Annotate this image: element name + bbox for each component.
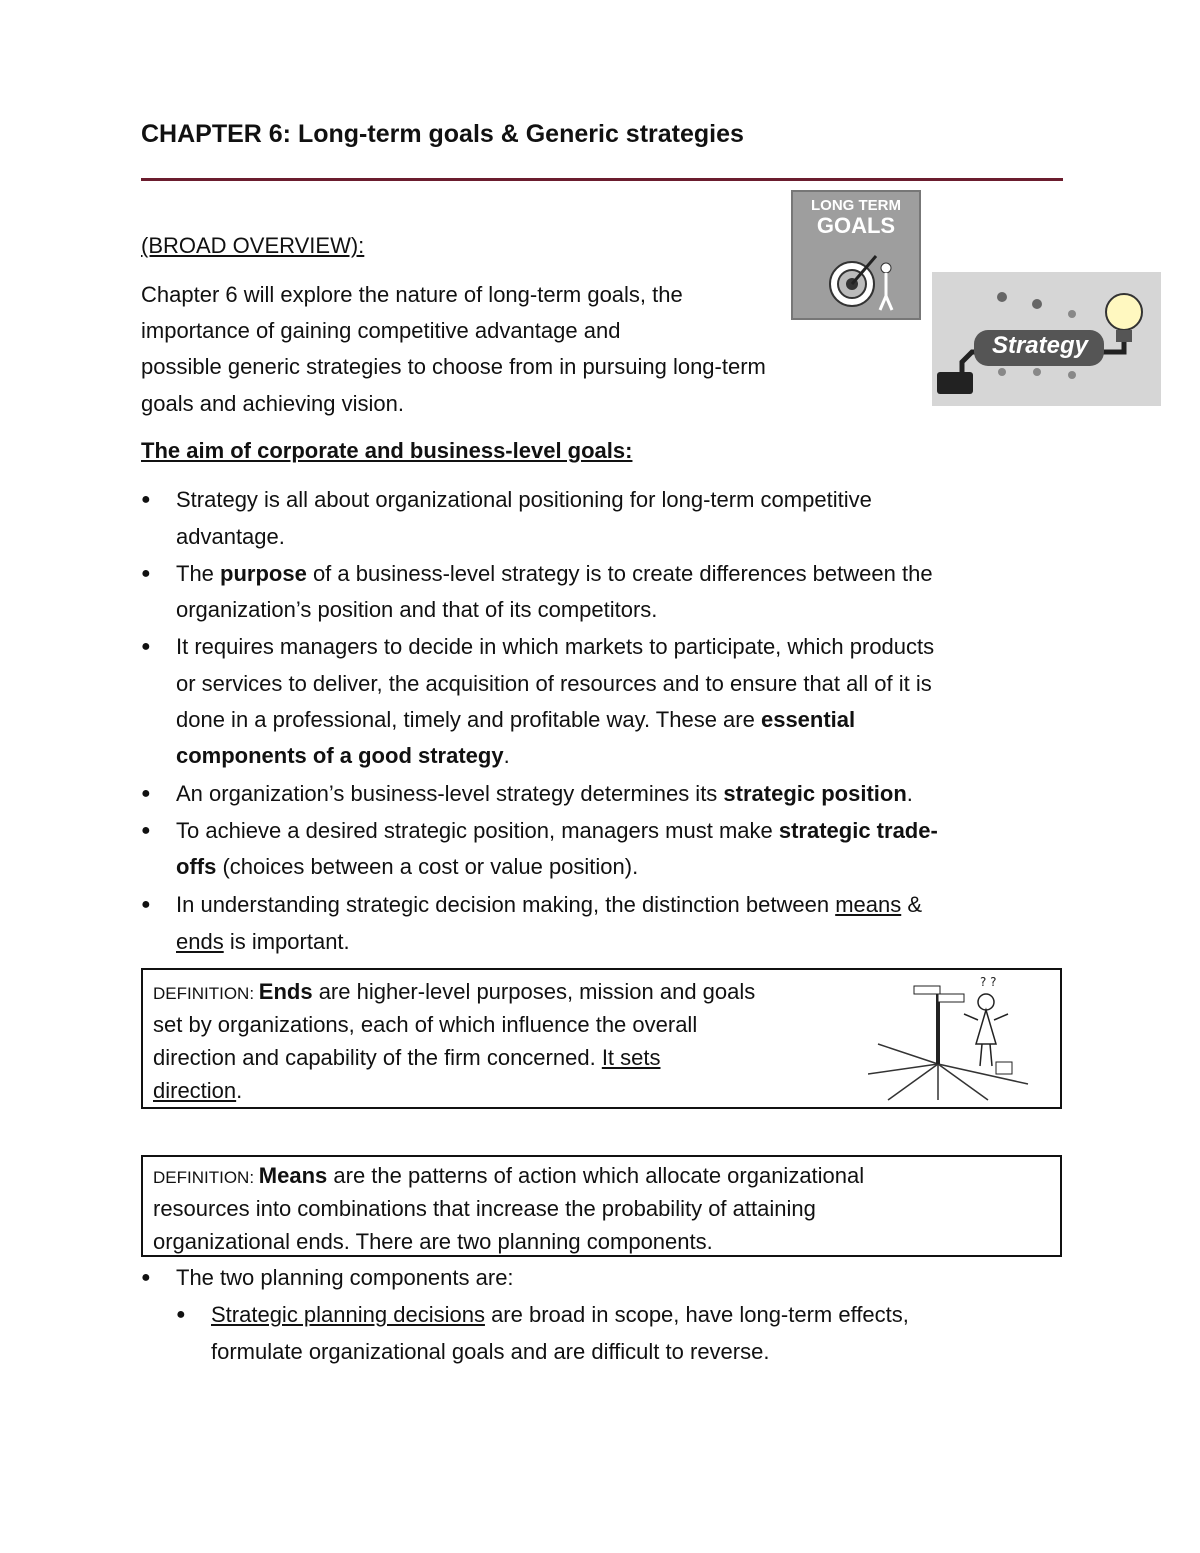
bullet-text: In understanding strategic decision making, the distinction between means & (176, 892, 923, 917)
definition-text: resources into combinations that increase the probability of attaining (153, 1196, 816, 1221)
bullet-text: ends is important. (176, 929, 350, 954)
definition-text: direction. (153, 1078, 243, 1103)
sub-bullet-text: Strategic planning decisions are broad in scope, have long-term effects, (211, 1302, 909, 1327)
long-term-goals-image (791, 190, 921, 320)
goals-image-line1: LONG TERM (811, 197, 901, 214)
overview-line: goals and achieving vision. (141, 391, 404, 416)
definition-box-ends (141, 968, 1062, 1109)
bullet-text: organization’s position and that of its competitors. (176, 597, 658, 622)
bullet-text: The two planning components are: (176, 1265, 514, 1290)
bullet-text: offs (choices between a cost or value position). (176, 854, 639, 879)
bullet-icon: ● (141, 785, 151, 802)
overview-line: importance of gaining competitive advantage and (141, 318, 621, 343)
overview-heading: (BROAD OVERVIEW): (141, 233, 365, 258)
strategy-image-label: Strategy (991, 332, 1089, 359)
bullet-icon: ● (141, 896, 151, 913)
crossroads-person-icon (868, 974, 1058, 1102)
definition-text: DEFINITION: Means are the patterns of action which allocate organizational (153, 1163, 865, 1188)
bullet-text: components of a good strategy. (176, 743, 510, 768)
svg-text:? ?: ? ? (980, 975, 997, 989)
definition-text: organizational ends. There are two planning components. (153, 1229, 713, 1254)
definition-text: direction and capability of the firm concerned. It sets (153, 1045, 661, 1070)
bullet-icon: ● (141, 491, 151, 508)
bullet-text: The purpose of a business-level strategy is to create differences between the (176, 561, 933, 586)
strategy-image (932, 272, 1161, 406)
bullet-icon: ● (141, 638, 151, 655)
bullet-icon: ● (141, 822, 151, 839)
bullet-text: It requires managers to decide in which markets to participate, which products (176, 634, 935, 659)
bullet-text: or services to deliver, the acquisition of resources and to ensure that all of it is (176, 671, 932, 696)
definition-text: set by organizations, each of which influence the overall (153, 1012, 698, 1037)
bullet-text: advantage. (176, 524, 285, 549)
goals-image-line2: GOALS (816, 213, 896, 238)
definition-text: DEFINITION: Ends are higher-level purposes, mission and goals (153, 979, 756, 1004)
bullet-icon: ● (141, 1269, 151, 1286)
definition-box-means (141, 1155, 1062, 1257)
bullet-text: An organization’s business-level strategy determines its strategic position. (176, 781, 913, 806)
bullet-icon: ● (141, 565, 151, 582)
overview-line: possible generic strategies to choose from in pursuing long-term (141, 354, 766, 379)
sub-bullet-icon: ● (176, 1306, 186, 1323)
bullet-text: Strategy is all about organizational positioning for long-term competitive (176, 487, 872, 512)
page-title: CHAPTER 6: Long-term goals & Generic strategies (141, 120, 744, 148)
target-icon (818, 246, 898, 312)
sub-bullet-text: formulate organizational goals and are difficult to reverse. (211, 1339, 770, 1364)
overview-line: Chapter 6 will explore the nature of long-term goals, the (141, 282, 683, 307)
aim-heading: The aim of corporate and business-level goals: (141, 438, 633, 463)
title-divider (141, 178, 1063, 181)
bullet-text: To achieve a desired strategic position, managers must make strategic trade- (176, 818, 938, 843)
bullet-text: done in a professional, timely and profitable way. These are essential (176, 707, 856, 732)
